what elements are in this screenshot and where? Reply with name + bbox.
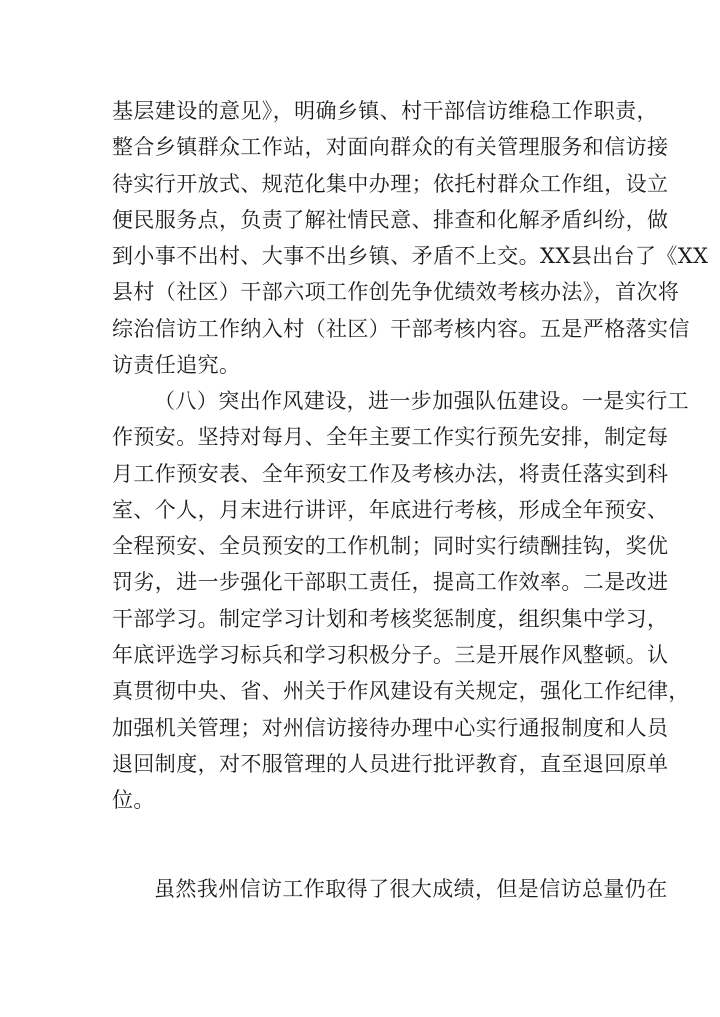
text-line: 整合乡镇群众工作站，对面向群众的有关管理服务和信访接 (112, 135, 669, 160)
text-line: 年底评选学习标兵和学习积极分子。三是开展作风整顿。认 (112, 643, 669, 668)
text-line: 到小事不出村、大事不出乡镇、矛盾不上交。XX县出台了《XX (112, 244, 709, 269)
text-line: 县村（社区）干部六项工作创先争优绩效考核办法》，首次将 (112, 280, 680, 305)
text-line: 基层建设的意见》，明确乡镇、村干部信访维稳工作职责， (112, 99, 658, 123)
text-line: 罚劣，进一步强化干部职工责任，提高工作效率。二是改进 (112, 570, 669, 595)
paragraph-summary (112, 871, 668, 907)
text-line: 综治信访工作纳入村（社区）干部考核内容。五是严格落实信 (112, 316, 690, 341)
text-line: 位。 (112, 788, 155, 813)
text-line: 月工作预安表、全年预安工作及考核办法，将责任落实到科 (112, 461, 669, 486)
paragraph-continuation (112, 93, 709, 383)
text-line: 室、个人，月末进行讲评，年底进行考核，形成全年预安、 (112, 497, 669, 522)
text-line: 加强机关管理；对州信访接待办理中心实行通报制度和人员 (112, 715, 669, 740)
text-line: 待实行开放式、规范化集中办理；依托村群众工作组，设立 (112, 171, 669, 196)
text-line: 访责任追究。 (112, 353, 241, 378)
text-line: （八）突出作风建设，进一步加强队伍建设。一是实行工 (154, 389, 689, 413)
text-line: 真贯彻中央、省、州关于作风建设有关规定，强化工作纪律， (112, 679, 690, 704)
text-line: 便民服务点，负责了解社情民意、排查和化解矛盾纠纷，做 (112, 207, 669, 232)
text-line: 干部学习。制定学习计划和考核奖惩制度，组织集中学习， (112, 606, 669, 631)
text-line: 作预安。坚持对每月、全年主要工作实行预先安排，制定每 (112, 425, 669, 450)
paragraph-section-eight (112, 383, 690, 819)
text-line: 退回制度，对不服管理的人员进行批评教育，直至退回原单 (112, 751, 669, 776)
text-line: 虽然我州信访工作取得了很大成绩，但是信访总量仍在 (154, 877, 668, 901)
text-line: 全程预安、全员预安的工作机制；同时实行绩酬挂钩，奖优 (112, 534, 669, 559)
